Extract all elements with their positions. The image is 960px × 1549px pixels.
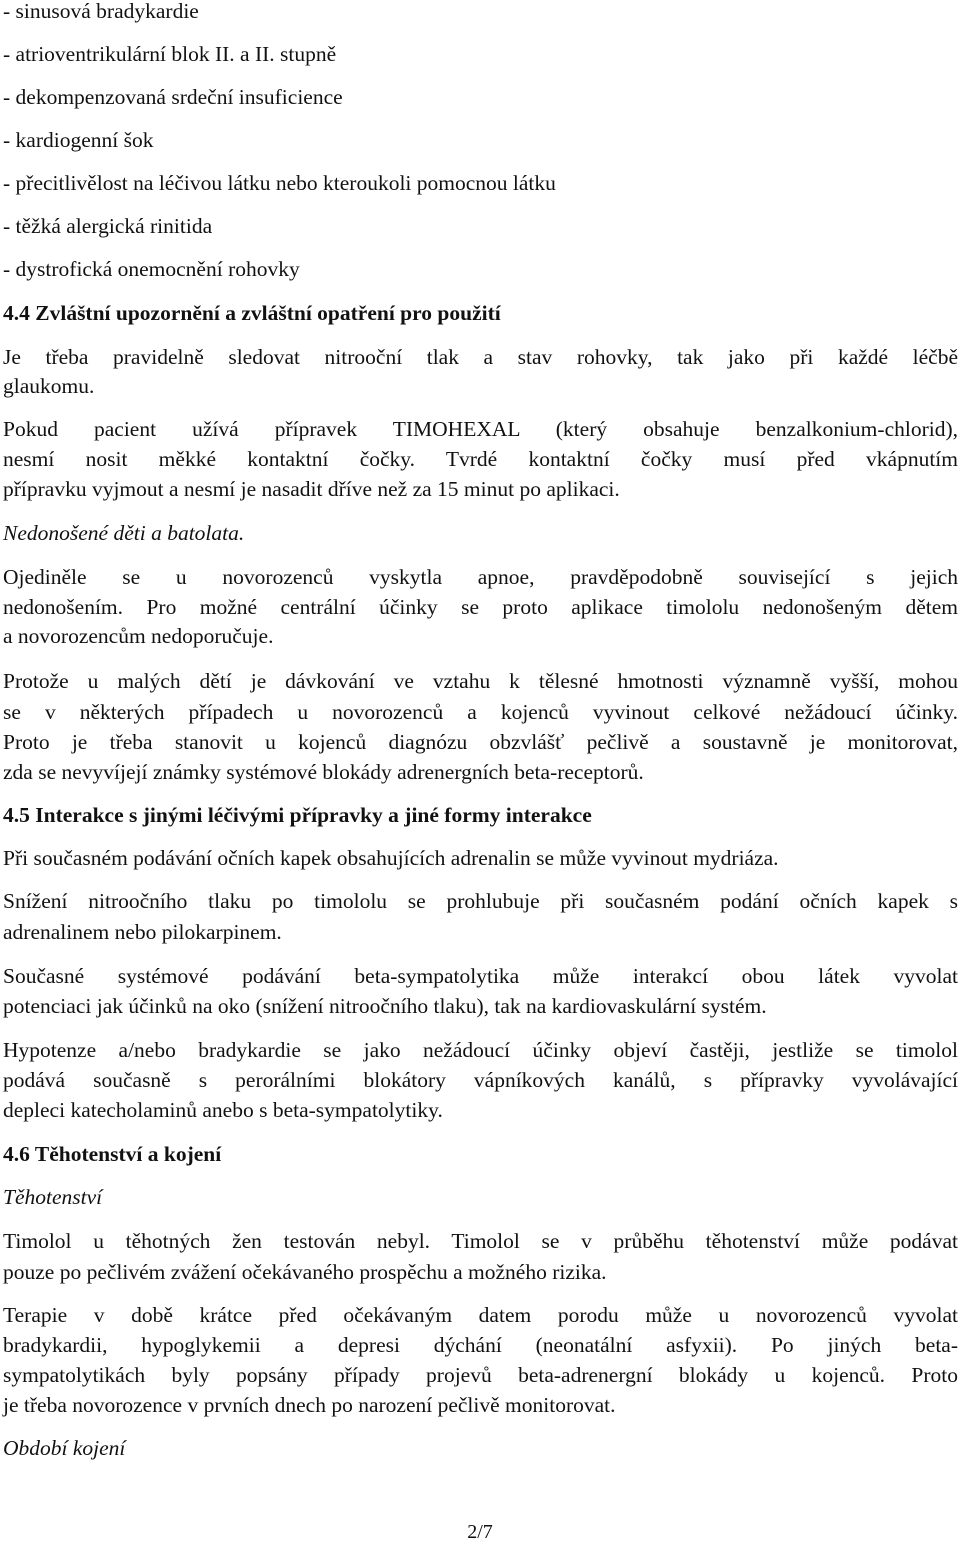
paragraph-line: zda se nevyvíjejí známky systémové blokády adrenergních beta-receptorů.	[3, 760, 644, 784]
paragraph-line: depleci katecholaminů anebo s beta-sympatolytiky.	[3, 1098, 443, 1122]
paragraph-line: Hypotenze a/nebo bradykardie se jako nežádoucí účinky objeví častěji, jestliže se timolol	[3, 1038, 958, 1062]
list-item: - dystrofická onemocnění rohovky	[3, 257, 300, 281]
paragraph-line: Při současném podávání očních kapek obsahujících adrenalin se může vyvinout mydriáza.	[3, 846, 779, 870]
paragraph-line: Timolol u těhotných žen testován nebyl. Timolol se v průběhu těhotenství může podávat	[3, 1229, 958, 1253]
paragraph-line: se v některých případech u novorozenců a kojenců vyvinout celkové nežádoucí účinky.	[3, 700, 958, 724]
paragraph-line: pouze po pečlivém zvážení očekávaného prospěchu a možného rizika.	[3, 1260, 607, 1284]
paragraph-line: Je třeba pravidelně sledovat nitrooční tlak a stav rohovky, tak jako při každé léčbě	[3, 345, 958, 369]
paragraph-line: a novorozencům nedoporučuje.	[3, 624, 274, 648]
paragraph-line: potenciaci jak účinků na oko (snížení nitroočního tlaku), tak na kardiovaskulární systém.	[3, 994, 767, 1018]
subheading: Těhotenství	[3, 1185, 103, 1209]
paragraph-line: glaukomu.	[3, 374, 95, 398]
paragraph-line: bradykardii, hypoglykemii a depresi dýchání (neonatální asfyxii). Po jiných beta-	[3, 1333, 958, 1357]
list-item: - přecitlivělost na léčivou látku nebo kteroukoli pomocnou látku	[3, 171, 556, 195]
paragraph-line: nesmí nosit měkké kontaktní čočky. Tvrdé kontaktní čočky musí před vkápnutím	[3, 447, 958, 471]
page-number: 2/7	[467, 1521, 493, 1543]
subheading: Období kojení	[3, 1436, 126, 1460]
paragraph-line: je třeba novorozence v prvních dnech po narození pečlivě monitorovat.	[3, 1393, 616, 1417]
list-item: - kardiogenní šok	[3, 128, 154, 152]
section-heading: 4.4 Zvláštní upozornění a zvláštní opatření pro použití	[3, 301, 501, 325]
paragraph-line: sympatolytikách byly popsány případy projevů beta-adrenergní blokády u kojenců. Proto	[3, 1363, 958, 1387]
paragraph-line: Terapie v době krátce před očekávaným datem porodu může u novorozenců vyvolat	[3, 1303, 958, 1327]
paragraph-line: přípravku vyjmout a nesmí je nasadit dříve než za 15 minut po aplikaci.	[3, 477, 620, 501]
paragraph-line: Snížení nitroočního tlaku po timololu se prohlubuje při současném podání očních kapek s	[3, 889, 958, 913]
paragraph-line: adrenalinem nebo pilokarpinem.	[3, 920, 282, 944]
paragraph-line: Ojediněle se u novorozenců vyskytla apnoe, pravděpodobně související s jejich	[3, 565, 958, 589]
list-item: - atrioventrikulární blok II. a II. stupně	[3, 42, 337, 66]
section-heading: 4.5 Interakce s jinými léčivými přípravky a jiné formy interakce	[3, 803, 592, 827]
paragraph-line: Současné systémové podávání beta-sympatolytika může interakcí obou látek vyvolat	[3, 964, 958, 988]
list-item: - těžká alergická rinitida	[3, 214, 213, 238]
paragraph-line: Protože u malých dětí je dávkování ve vztahu k tělesné hmotnosti významně vyšší, mohou	[3, 669, 958, 693]
paragraph-line: Proto je třeba stanovit u kojenců diagnózu obzvlášť pečlivě a soustavně je monitorovat,	[3, 730, 958, 754]
subheading: Nedonošené děti a batolata.	[3, 521, 245, 545]
paragraph-line: podává současně s perorálními blokátory vápníkových kanálů, s přípravky vyvolávající	[3, 1068, 958, 1092]
list-item: - dekompenzovaná srdeční insuficience	[3, 85, 343, 109]
paragraph-line: nedonošením. Pro možné centrální účinky se proto aplikace timololu nedonošeným dětem	[3, 595, 958, 619]
list-item: - sinusová bradykardie	[3, 0, 199, 23]
paragraph-line: Pokud pacient užívá přípravek TIMOHEXAL (který obsahuje benzalkonium-chlorid),	[3, 417, 958, 441]
section-heading: 4.6 Těhotenství a kojení	[3, 1142, 222, 1166]
